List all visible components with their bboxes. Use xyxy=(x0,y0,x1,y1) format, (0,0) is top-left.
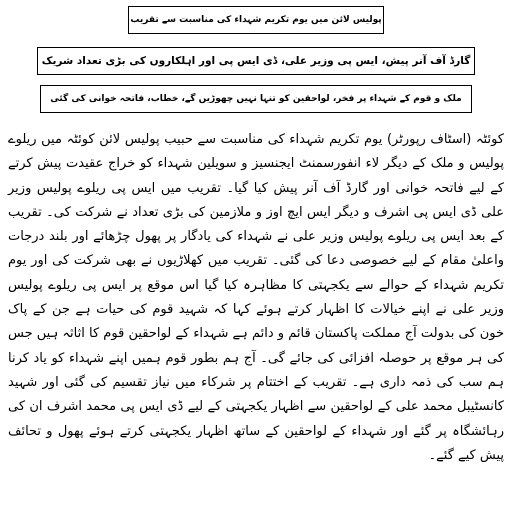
headline-sub: گارڈ آف آنر پیش، ایس پی وزیر علی، ڈی ایس پی اور اہلکاروں کی بڑی تعداد شریک xyxy=(37,47,475,75)
article-body xyxy=(8,128,504,468)
headline-summary: ملک و قوم کے شہداء پر فخر، لواحقین کو تنہا نہیں چھوڑیں گے، خطاب، فاتحہ خوانی کی گئی xyxy=(40,85,472,113)
article-paragraph: کوئٹہ (اسٹاف رپورٹر) یوم تکریم شہداء کی مناسبت سے حبیب پولیس لائن کوئٹہ میں ریلوے پولیس و ملک کے دیگر لاء انفورسمنٹ ایجنسیز و سویلین شہداء کو خراج عقیدت پیش کرتے کے لیے فاتحہ خوانی اور گارڈ آف آنر پیش کیا گیا۔ تقریب میں ایس پی ریلوے پولیس وزیر علی ڈی ایس پی اشرف و دیگر ایس ایچ اوز و ملازمین کی بڑی تعداد نے شرکت کی۔ تقریب کے بعد ایس پی ریلوے پولیس وزیر علی نے شہداء کی یادگار پر پھول چڑھائے اور بلند درجات واعلیٰ مقام کے لیے خصوصی دعا کی گئی۔ تقریب میں کھلاڑیوں نے بھی شرکت کی اور یوم تکریم شہداء کے حوالے سے یکجہتی کا مظاہرہ کیا گیا اس موقع پر ایس پی ریلوے پولیس وزیر علی نے اپنے خیالات کا اظہار کرتے ہوئے کہا کہ شہید قوم کی حیات ہے جن کے پاک خون کی بدولت آج مملکت پاکستان قائم و دائم ہے شہداء کے لواحقین قوم کا اثاثہ ہیں جس کی ہر موقع پر حوصلہ افزائی کی جائے گی۔ آج ہم بطور قوم ہمیں اپنے شہداء کو یاد کرنا ہم سب کی ذمہ داری ہے۔ تقریب کے اختتام پر شرکاء میں نیاز تقسیم کی گئی اور شہید کانسٹیبل محمد علی کے لواحقین سے اظہار یکجہتی کے لیے ڈی ایس پی محمد اشرف ان کی رہائشگاہ پر گئے اور شہداء کے لواحقین کے ساتھ اظہار یکجہتی کرتے ہوئے پھول و تحائف پیش کیے گئے۔ xyxy=(8,132,504,463)
headline-main: پولیس لائن میں یوم تکریم شہداء کی مناسبت سے تقریب xyxy=(128,6,384,34)
